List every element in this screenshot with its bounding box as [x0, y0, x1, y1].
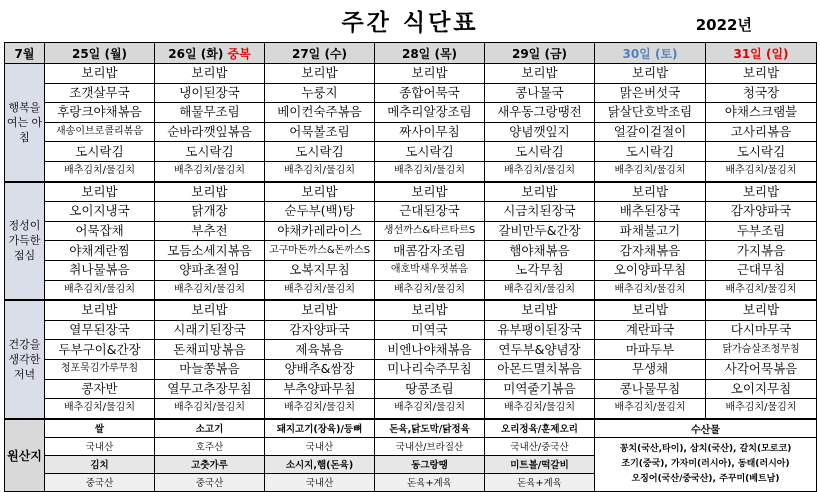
- meal-row: [5, 280, 817, 300]
- menu-item: 근대된장국: [375, 202, 485, 222]
- origin-value: 돈육+계육: [375, 473, 485, 491]
- menu-item: 땅콩조림: [375, 379, 485, 399]
- menu-item: 배추김치/물김치: [265, 280, 375, 300]
- menu-item: 콩나물국: [485, 83, 595, 103]
- meal-row: [5, 359, 817, 379]
- menu-item: 고구마돈까스&돈까스S: [265, 241, 375, 261]
- menu-item: 부추전: [155, 221, 265, 241]
- menu-item: 어묵잡채: [45, 221, 155, 241]
- month-cell: 7월: [5, 43, 45, 64]
- menu-item: 순두부(백)탕: [265, 202, 375, 222]
- menu-item: 고사리볶음: [706, 122, 817, 142]
- meal-row: [5, 142, 817, 162]
- menu-item: 오이지무침: [706, 379, 817, 399]
- menu-item: 배추김치/물김치: [265, 399, 375, 419]
- menu-item: 보리밥: [485, 64, 595, 84]
- menu-item: 갈비만두&간장: [485, 221, 595, 241]
- origin-header: 돼지고기(장육)/등뼈: [265, 419, 375, 438]
- day-header: [485, 43, 595, 64]
- menu-table: [4, 42, 817, 492]
- menu-item: 계란파국: [595, 320, 706, 340]
- menu-item: 보리밥: [155, 182, 265, 202]
- menu-item: 청포묵김가루무침: [45, 359, 155, 379]
- menu-item: 보리밥: [595, 64, 706, 84]
- origin-body: [5, 419, 817, 492]
- menu-item: 배추김치/물김치: [45, 280, 155, 300]
- menu-item: 보리밥: [265, 300, 375, 320]
- menu-item: 누룽지: [265, 83, 375, 103]
- meal-row: [5, 221, 817, 241]
- menu-item: 배추김치/물김치: [485, 280, 595, 300]
- meal-row: [5, 83, 817, 103]
- meal-row: [5, 379, 817, 399]
- day-header: [45, 43, 155, 64]
- menu-item: 배추김치/물김치: [595, 399, 706, 419]
- menu-item: 보리밥: [706, 182, 817, 202]
- menu-item: 야채카레라이스: [265, 221, 375, 241]
- menu-item: 오이지냉국: [45, 202, 155, 222]
- meal-row: [5, 182, 817, 202]
- menu-item: 배추김치/물김치: [485, 399, 595, 419]
- day-label: 28일 (목): [401, 46, 458, 61]
- menu-item: 아몬드멸치볶음: [485, 359, 595, 379]
- menu-item: 보리밥: [45, 300, 155, 320]
- menu-item: 어묵볼조림: [265, 122, 375, 142]
- menu-item: 돈채피망볶음: [155, 340, 265, 360]
- menu-item: 얼갈이겉절이: [595, 122, 706, 142]
- menu-item: 미역줄기볶음: [485, 379, 595, 399]
- menu-item: 후랑크야채볶음: [45, 103, 155, 123]
- seafood-line: 조기(중국), 가자미(러시아), 동태(러시아): [621, 458, 790, 469]
- menu-item: 배추김치/물김치: [485, 161, 595, 181]
- meal-row: [5, 260, 817, 280]
- menu-item: 콩자반: [45, 379, 155, 399]
- menu-item: 배추김치/물김치: [155, 161, 265, 181]
- menu-item: 콩나물무침: [595, 379, 706, 399]
- origin-header: 동그랑땡: [375, 455, 485, 473]
- day-header: [706, 43, 817, 64]
- menu-item: 취나물볶음: [45, 260, 155, 280]
- origin-value: 국내산: [45, 437, 155, 455]
- menu-item: 배추김치/물김치: [595, 161, 706, 181]
- menu-item: 짜사이무침: [375, 122, 485, 142]
- seafood-list: [595, 437, 817, 491]
- origin-label: 원산지: [5, 419, 45, 492]
- menu-item: 배추김치/물김치: [375, 161, 485, 181]
- menu-item: 배추된장국: [595, 202, 706, 222]
- menu-item: 보리밥: [45, 182, 155, 202]
- meal-body: [5, 64, 817, 419]
- menu-item: 닭가슴살조청무침: [706, 340, 817, 360]
- origin-header: 미트볼/떡갈비: [485, 455, 595, 473]
- meal-label: 정성이 가득한 점심: [5, 182, 45, 301]
- meal-row: [5, 64, 817, 84]
- day-label: 31일 (일): [733, 46, 789, 61]
- menu-item: 양파초절임: [155, 260, 265, 280]
- menu-item: 도시락김: [155, 142, 265, 162]
- menu-item: 배추김치/물김치: [375, 399, 485, 419]
- menu-item: 보리밥: [265, 182, 375, 202]
- menu-item: 배추김치/물김치: [595, 280, 706, 300]
- seafood-line: 꽁치(국산,타이), 삼치(국산), 갈치(모로코): [619, 443, 792, 454]
- origin-value: 국내산/브라질산: [375, 437, 485, 455]
- menu-item: 배추김치/물김치: [265, 161, 375, 181]
- menu-item: 노각무침: [485, 260, 595, 280]
- menu-item: 배추김치/물김치: [706, 161, 817, 181]
- menu-item: 야채계란찜: [45, 241, 155, 261]
- seafood-line: 오징어(국산/중국산), 주꾸미(베트남): [631, 473, 780, 484]
- menu-item: 감자양파국: [706, 202, 817, 222]
- menu-item: 순바라깻잎볶음: [155, 122, 265, 142]
- menu-item: 배추김치/물김치: [706, 280, 817, 300]
- menu-item: 보리밥: [485, 182, 595, 202]
- menu-item: 미역국: [375, 320, 485, 340]
- meal-row: [5, 103, 817, 123]
- menu-item: 생선까스&타르타르S: [375, 221, 485, 241]
- menu-item: 해물무조림: [155, 103, 265, 123]
- menu-item: 유부팽이된장국: [485, 320, 595, 340]
- menu-item: 배추김치/물김치: [706, 399, 817, 419]
- menu-item: 매콤감자조림: [375, 241, 485, 261]
- origin-header: 소고기: [155, 419, 265, 438]
- menu-item: 보리밥: [595, 300, 706, 320]
- menu-item: 도시락김: [595, 142, 706, 162]
- title-area: [0, 0, 820, 42]
- menu-item: 보리밥: [265, 64, 375, 84]
- menu-item: 보리밥: [155, 300, 265, 320]
- day-label: 29일 (금): [511, 46, 568, 61]
- menu-item: 마파두부: [595, 340, 706, 360]
- origin-header: 김치: [45, 455, 155, 473]
- seafood-header: 수산물: [595, 419, 817, 438]
- header-row: [5, 43, 817, 64]
- day-label: 26일 (화): [168, 46, 224, 61]
- menu-item: 배추김치/물김치: [45, 399, 155, 419]
- menu-item: 배추김치/물김치: [155, 399, 265, 419]
- menu-item: 냉이된장국: [155, 83, 265, 103]
- meal-row: [5, 122, 817, 142]
- day-header: [595, 43, 706, 64]
- menu-item: 배추김치/물김치: [375, 280, 485, 300]
- origin-value: 국내산: [265, 473, 375, 491]
- menu-item: 닭개장: [155, 202, 265, 222]
- menu-item: 가지볶음: [706, 241, 817, 261]
- day-label: 25일 (월): [71, 46, 128, 61]
- year-label: 2022년: [695, 16, 752, 34]
- menu-item: 맑은버섯국: [595, 83, 706, 103]
- meal-row: [5, 320, 817, 340]
- menu-item: 오복지무침: [265, 260, 375, 280]
- menu-item: 보리밥: [155, 64, 265, 84]
- origin-header-row: [5, 419, 817, 438]
- menu-item: 모듬소세지볶음: [155, 241, 265, 261]
- day-header: [155, 43, 265, 64]
- menu-item: 감자양파국: [265, 320, 375, 340]
- meal-row: [5, 161, 817, 181]
- menu-item: 보리밥: [375, 64, 485, 84]
- origin-value: 호주산: [155, 437, 265, 455]
- menu-item: 두부구이&간장: [45, 340, 155, 360]
- menu-item: 도시락김: [45, 142, 155, 162]
- menu-item: 다시마무국: [706, 320, 817, 340]
- menu-item: 닭살단호박조림: [595, 103, 706, 123]
- menu-item: 새송이브로콜리볶음: [45, 122, 155, 142]
- menu-item: 오이양파무침: [595, 260, 706, 280]
- menu-item: 보리밥: [45, 64, 155, 84]
- menu-item: 배추김치/물김치: [155, 280, 265, 300]
- menu-item: 햄야채볶음: [485, 241, 595, 261]
- menu-item: 부추양파무침: [265, 379, 375, 399]
- meal-row: [5, 241, 817, 261]
- origin-header: 소시지,햄(돈육): [265, 455, 375, 473]
- menu-item: 근대무침: [706, 260, 817, 280]
- meal-label: 행복을 여는 아침: [5, 64, 45, 182]
- menu-item: 도시락김: [706, 142, 817, 162]
- menu-item: 양념깻잎지: [485, 122, 595, 142]
- menu-item: 청국장: [706, 83, 817, 103]
- menu-item: 보리밥: [706, 300, 817, 320]
- menu-item: 연두부&양념장: [485, 340, 595, 360]
- menu-item: 보리밥: [485, 300, 595, 320]
- menu-item: 감자채볶음: [595, 241, 706, 261]
- menu-item: 비엔나야채볶음: [375, 340, 485, 360]
- origin-header: 돈육,닭도막/닭정육: [375, 419, 485, 438]
- menu-item: 야채스크램블: [706, 103, 817, 123]
- menu-item: 마늘쫑볶음: [155, 359, 265, 379]
- meal-label: 건강을 생각한 저녁: [5, 300, 45, 419]
- day-label: 27일 (수): [291, 46, 348, 61]
- meal-row: [5, 202, 817, 222]
- menu-item: 보리밥: [375, 300, 485, 320]
- origin-header: 오리정육/훈제오리: [485, 419, 595, 438]
- meal-row: [5, 300, 817, 320]
- menu-item: 열무된장국: [45, 320, 155, 340]
- page-title: 주간 식단표: [341, 10, 479, 36]
- menu-item: 시래기된장국: [155, 320, 265, 340]
- meal-row: [5, 399, 817, 419]
- origin-value: 중국산: [155, 473, 265, 491]
- menu-item: 미나리숙주무침: [375, 359, 485, 379]
- menu-item: 도시락김: [375, 142, 485, 162]
- menu-item: 열무고추장무침: [155, 379, 265, 399]
- menu-item: 종합어묵국: [375, 83, 485, 103]
- menu-item: 베이컨숙주볶음: [265, 103, 375, 123]
- menu-item: 보리밥: [375, 182, 485, 202]
- menu-item: 파채불고기: [595, 221, 706, 241]
- origin-header: 고춧가루: [155, 455, 265, 473]
- menu-item: 무생채: [595, 359, 706, 379]
- origin-value: 국내산: [265, 437, 375, 455]
- origin-header: 쌀: [45, 419, 155, 438]
- menu-item: 보리밥: [706, 64, 817, 84]
- origin-value-row: [5, 437, 817, 455]
- menu-item: 양배추&쌈장: [265, 359, 375, 379]
- menu-item: 시금치된장국: [485, 202, 595, 222]
- day-label: 30일 (토): [622, 46, 678, 61]
- menu-item: 조갯살무국: [45, 83, 155, 103]
- menu-item: 도시락김: [265, 142, 375, 162]
- menu-item: 메추리알장조림: [375, 103, 485, 123]
- origin-value: 돈육+계육: [485, 473, 595, 491]
- menu-item: 도시락김: [485, 142, 595, 162]
- menu-item: 사각어묵볶음: [706, 359, 817, 379]
- menu-item: 애호박새우젓볶음: [375, 260, 485, 280]
- menu-item: 두부조림: [706, 221, 817, 241]
- meal-row: [5, 340, 817, 360]
- menu-item: 제육볶음: [265, 340, 375, 360]
- day-note: 중복: [227, 46, 251, 61]
- menu-item: 보리밥: [595, 182, 706, 202]
- menu-item: 새우동그랑땡전: [485, 103, 595, 123]
- origin-value: 국내산/중국산: [485, 437, 595, 455]
- day-header: [375, 43, 485, 64]
- day-header: [265, 43, 375, 64]
- menu-item: 배추김치/물김치: [45, 161, 155, 181]
- origin-value: 중국산: [45, 473, 155, 491]
